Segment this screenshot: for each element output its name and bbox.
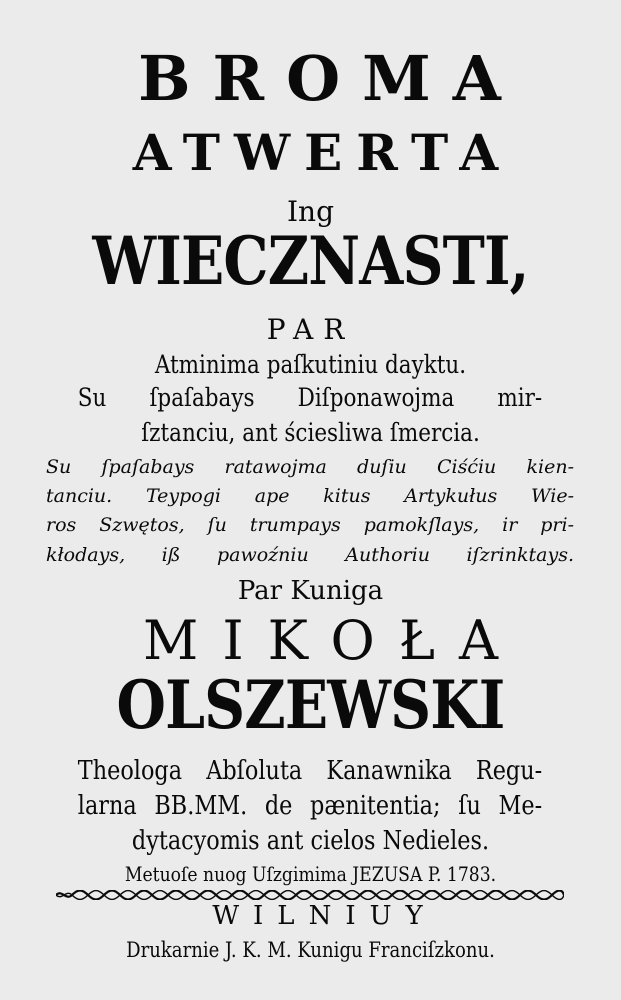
author-last-name: OLSZEWSKI — [116, 666, 505, 744]
title-wiecznasti: WIECZNASTI, — [92, 222, 529, 300]
italic-line-4: kłodays, iß pawoźniu Authoriu iſzrinktays. — [46, 544, 574, 566]
title-atwerta: ATWERTA — [132, 123, 513, 182]
italic-line-3: ros Szwętos, ſu trumpays pamokſlays, ir pri- — [46, 514, 574, 536]
printer-line: Drukarnie J. K. M. Kunigu Franciſzkonu. — [126, 938, 495, 962]
description-line-3: dytacyomis ant cielos Nedieles. — [131, 826, 490, 856]
description-line-2: larna BB.MM. de pænitentia; ſu Me- — [77, 791, 543, 821]
italic-line-1: Su ſpaſabays ratawojma duſiu Ciśćiu kien- — [46, 456, 574, 478]
subtitle-line-2: Su ſpaſabays Diſponawojma mir- — [77, 383, 543, 412]
title-broma: BROMA — [138, 42, 523, 115]
subtitle-line-1: Atminima paſkutiniu dayktu. — [154, 350, 467, 379]
par-heading: PAR — [266, 313, 355, 346]
ornamental-border — [56, 890, 564, 900]
subtitle-line-3: ſztanciu, ant ściesliwa ſmercia. — [141, 418, 480, 447]
author-first-name: MIKOŁA — [143, 609, 522, 672]
date-line: Metuoſe nuog Uſzgimima JEZUSA P. 1783. — [124, 862, 497, 886]
title-ing: Ing — [286, 195, 335, 228]
par-kuniga: Par Kuniga — [237, 576, 384, 606]
italic-line-2: tanciu. Teypogi ape kitus Artykułus Wie- — [46, 485, 574, 507]
description-line-1: Theologa Abſoluta Kanawnika Regu- — [77, 756, 543, 786]
place-wilniuy: WILNIUY — [212, 901, 437, 931]
